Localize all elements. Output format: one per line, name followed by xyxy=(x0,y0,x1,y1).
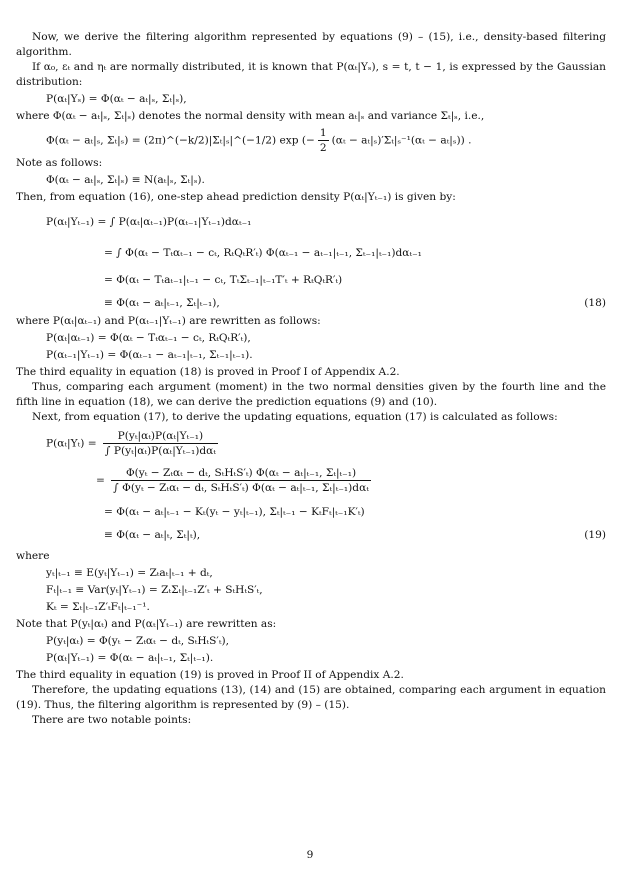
numerator: Φ(yₜ − Zₜαₜ − dₜ, SₜHₜS′ₜ) Φ(αₜ − aₜ|ₜ₋₁, Σₜ|ₜ₋₁) xyxy=(111,466,371,481)
equation-line xyxy=(46,429,606,458)
paragraph: where P(αₜ|αₜ₋₁) and P(αₜ₋₁|Yₜ₋₁) are rewritten as follows: xyxy=(16,315,321,327)
equation-part: Φ(αₜ − aₜ|ₛ, Σₜ|ₛ) = (2π)^(−k/2)|Σₜ|ₛ|^(−1/2) exp (− xyxy=(46,134,315,147)
paragraph: Next, from equation (17), to derive the updating equations, equation (17) is calculated as follows: xyxy=(32,411,558,423)
equation-number: (19) xyxy=(584,529,606,541)
paragraph: The third equality in equation (18) is proved in Proof I of Appendix A.2. xyxy=(16,366,400,378)
equation: Kₜ = Σₜ|ₜ₋₁Z′ₜFₜ|ₜ₋₁⁻¹. xyxy=(46,601,150,613)
page-number: 9 xyxy=(306,849,314,861)
equation xyxy=(46,126,606,154)
equation: P(yₜ|αₜ) = Φ(yₜ − Zₜαₜ − dₜ, SₜHₜS′ₜ), xyxy=(46,635,229,647)
denominator: 2 xyxy=(319,142,327,154)
equation-number: (18) xyxy=(584,297,606,309)
paragraph: There are two notable points: xyxy=(32,714,192,726)
paragraph: Now, we derive the filtering algorithm represented by equations (9) – (15), i.e., density-based filtering algorithm. xyxy=(16,31,606,58)
equation-block-18 xyxy=(46,208,606,311)
equation-part: P(αₜ|Yₜ) = xyxy=(46,437,97,450)
equation: P(αₜ|Yₛ) = Φ(αₜ − aₜ|ₛ, Σₜ|ₛ), xyxy=(46,93,187,105)
equation: P(αₜ|Yₜ₋₁) = Φ(αₜ − aₜ|ₜ₋₁, Σₜ|ₜ₋₁). xyxy=(46,652,214,664)
equation-line: = ∫ Φ(αₜ − Tₜαₜ₋₁ − cₜ, RₜQₜR′ₜ) Φ(αₜ₋₁ − aₜ₋₁|ₜ₋₁, Σₜ₋₁|ₜ₋₁)dαₜ₋₁ xyxy=(104,247,422,259)
paragraph: Therefore, the updating equations (13), (14) and (15) are obtained, comparing each argument in equation (19). Thus, the filtering algorithm is represented by (9) – (15). xyxy=(16,684,606,711)
equation-line xyxy=(46,296,606,311)
equation-line: = Φ(αₜ − Tₜaₜ₋₁|ₜ₋₁ − cₜ, TₜΣₜ₋₁|ₜ₋₁T′ₜ + RₜQₜR′ₜ) xyxy=(104,274,343,286)
equation-line: = Φ(αₜ − aₜ|ₜ₋₁ − Kₜ(yₜ − yₜ|ₜ₋₁), Σₜ|ₜ₋₁ − KₜFₜ|ₜ₋₁K′ₜ) xyxy=(104,506,365,518)
paragraph: Then, from equation (16), one-step ahead prediction density P(αₜ|Yₜ₋₁) is given by: xyxy=(16,191,456,203)
equation: P(αₜ|αₜ₋₁) = Φ(αₜ − Tₜαₜ₋₁ − cₜ, RₜQₜR′ₜ), xyxy=(46,332,251,344)
equation-line: = $\frac{\text{Φ(yₜ − Zₜαₜ − dₜ, SₜHₜS′ₜ) Φ(αₜ − aₜ|ₜ₋₁, Σₜ|ₜ₋₁)}}{\text{∫ Φ(yₜ − Zₜαₜ − dₜ, SₜHₜS′ₜ) Φ(αₜ − aₜ|ₜ₋₁, Σₜ|ₜ₋₁)dαₜ}}$ xyxy=(96,467,369,494)
fraction xyxy=(318,126,329,155)
paragraph: Thus, comparing each argument (moment) in the two normal densities given by the fourth line and the fifth line in equation (18), we can derive the prediction equations (9) and (10). xyxy=(16,381,606,408)
paragraph: Note that P(yₜ|αₜ) and P(αₜ|Yₜ₋₁) are rewritten as: xyxy=(16,618,277,630)
equation: yₜ|ₜ₋₁ ≡ E(yₜ|Yₜ₋₁) = Zₜaₜ|ₜ₋₁ + dₜ, xyxy=(46,567,213,579)
equation-part: (αₜ − aₜ|ₛ)′Σₜ|ₛ⁻¹(αₜ − aₜ|ₛ)) . xyxy=(331,134,472,147)
paragraph: where xyxy=(16,550,50,562)
paragraph: Note as follows: xyxy=(16,157,103,169)
numerator: P(yₜ|αₜ)P(αₜ|Yₜ₋₁) xyxy=(103,429,218,444)
paragraph: The third equality in equation (19) is proved in Proof II of Appendix A.2. xyxy=(16,669,404,681)
denominator: ∫ Φ(yₜ − Zₜαₜ − dₜ, SₜHₜS′ₜ) Φ(αₜ − aₜ|ₜ₋₁, Σₜ|ₜ₋₁)dαₜ xyxy=(113,482,369,494)
equation-line: P(αₜ|Yₜ₋₁) = ∫ P(αₜ|αₜ₋₁)P(αₜ₋₁|Yₜ₋₁)dαₜ₋₁ xyxy=(46,216,252,228)
equation: Fₜ|ₜ₋₁ ≡ Var(yₜ|Yₜ₋₁) = ZₜΣₜ|ₜ₋₁Z′ₜ + SₜHₜS′ₜ, xyxy=(46,584,263,596)
paragraph: If α₀, εₜ and ηₜ are normally distributed, it is known that P(αₜ|Yₛ), s = t, t − 1, is expressed by the Gaussian distribution: xyxy=(16,61,606,88)
fraction xyxy=(111,466,371,495)
equation: P(αₜ₋₁|Yₜ₋₁) = Φ(αₜ₋₁ − aₜ₋₁|ₜ₋₁, Σₜ₋₁|ₜ₋₁). xyxy=(46,349,253,361)
equation-block-19 xyxy=(46,429,606,543)
equation-part: ≡ Φ(αₜ − aₜ|ₜ, Σₜ|ₜ), xyxy=(104,529,201,541)
numerator: 1 xyxy=(319,127,327,139)
equation: Φ(αₜ − aₜ|ₛ, Σₜ|ₛ) ≡ N(aₜ|ₛ, Σₜ|ₛ). xyxy=(46,174,205,186)
denominator: ∫ P(yₜ|αₜ)P(αₜ|Yₜ₋₁)dαₜ xyxy=(104,445,216,457)
fraction xyxy=(103,429,218,458)
equation-part: ≡ Φ(αₜ − aₜ|ₜ₋₁, Σₜ|ₜ₋₁), xyxy=(104,297,220,309)
paragraph: where Φ(αₜ − aₜ|ₛ, Σₜ|ₛ) denotes the normal density with mean aₜ|ₛ and variance Σₜ|ₛ, i.e., xyxy=(16,110,485,122)
equation-line xyxy=(46,528,606,543)
